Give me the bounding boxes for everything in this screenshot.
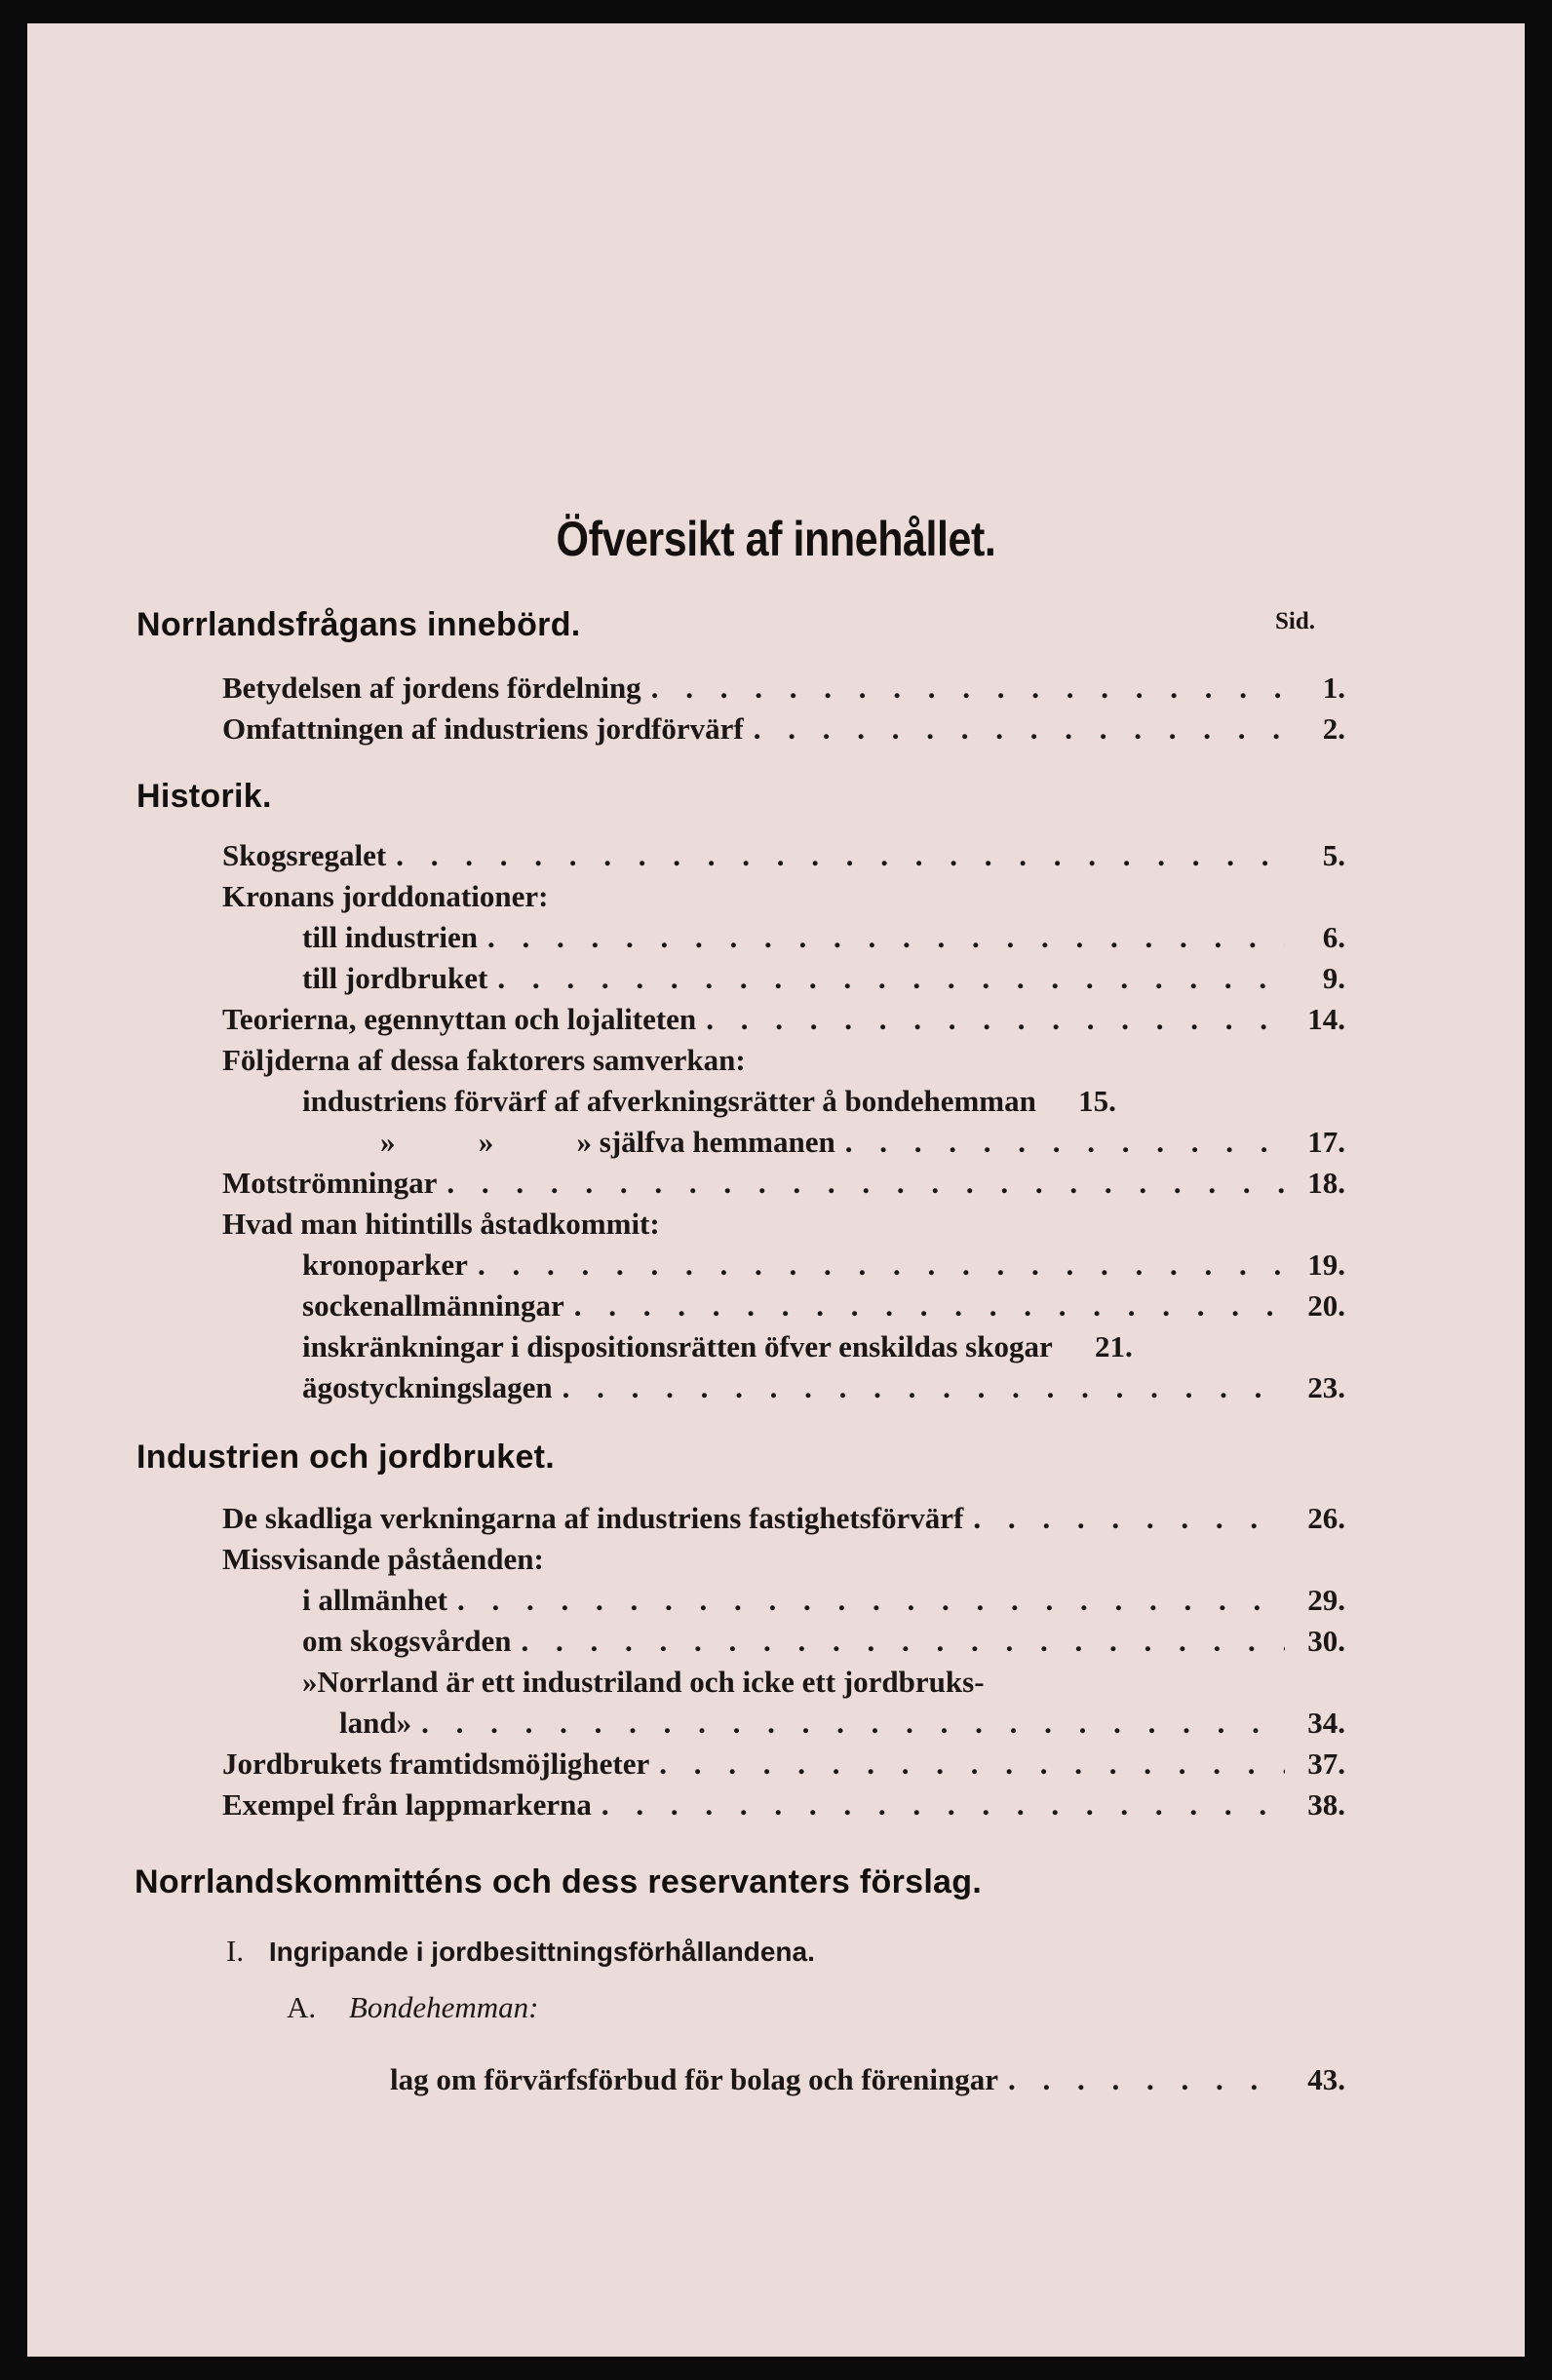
section-heading: Norrlandskommitténs och dess reservanters förslag. bbox=[135, 1863, 983, 1900]
page-number: 29. bbox=[1307, 1583, 1345, 1617]
page-number: 6. bbox=[1322, 920, 1345, 954]
page-number: 9. bbox=[1322, 961, 1345, 995]
page-number: 34. bbox=[1307, 1706, 1345, 1740]
page-number: 17. bbox=[1307, 1125, 1345, 1159]
toc-entry: » » » själfva hemmanen . . . 17. bbox=[302, 1125, 1345, 1164]
page-number: 30. bbox=[1307, 1624, 1345, 1658]
page-column-header: Sid. bbox=[1275, 608, 1316, 634]
toc-entry: till jordbruket . . . 9. bbox=[302, 961, 1345, 1000]
page-number: 1. bbox=[1322, 671, 1345, 705]
toc-entry: De skadliga verkningarna af industriens fastighetsförvärf . . . 26. bbox=[222, 1501, 1345, 1540]
toc-entry: Exempel från lappmarkerna . . . 38. bbox=[222, 1787, 1345, 1826]
toc-numbered-heading: I. Ingripande i jordbesittningsförhållandena. bbox=[226, 1934, 815, 1968]
toc-subheading: Kronans jorddonationer: bbox=[222, 879, 549, 913]
page-number: 43. bbox=[1307, 2062, 1345, 2096]
toc-entry: land» . . . 34. bbox=[339, 1706, 1345, 1745]
toc-subheading: Missvisande påståenden: bbox=[222, 1542, 544, 1576]
page-title: Öfversikt af innehållet. bbox=[556, 512, 996, 566]
toc-entry: ägostyckningslagen . . . 23. bbox=[302, 1370, 1345, 1409]
page-number: 14. bbox=[1307, 1002, 1345, 1036]
toc-subheading: A. Bondehemman: bbox=[287, 1990, 539, 2024]
toc-entry: Skogsregalet . . . 5. bbox=[222, 838, 1345, 877]
toc-entry: Omfattningen af industriens jordförvärf . . . 2. bbox=[222, 711, 1345, 750]
toc-entry: om skogsvården . . . 30. bbox=[302, 1624, 1345, 1663]
toc-entry: sockenallmänningar . . . 20. bbox=[302, 1288, 1345, 1327]
page-number: 20. bbox=[1307, 1288, 1345, 1323]
page-number: 19. bbox=[1307, 1248, 1345, 1282]
page-number: 26. bbox=[1307, 1501, 1345, 1535]
page-number: 5. bbox=[1322, 838, 1345, 872]
toc-subheading: Hvad man hitintills åstadkommit: bbox=[222, 1207, 660, 1241]
toc-entry: i allmänhet . . . 29. bbox=[302, 1583, 1345, 1622]
section-heading: Industrien och jordbruket. bbox=[136, 1439, 556, 1476]
toc-entry: Jordbrukets framtidsmöjligheter . . . 37. bbox=[222, 1747, 1345, 1785]
page-number: 37. bbox=[1307, 1747, 1345, 1781]
toc-entry: Teorierna, egennyttan och lojaliteten . . . 14. bbox=[222, 1002, 1345, 1041]
toc-entry: lag om förvärfsförbud för bolag och föreningar . . . 43. bbox=[390, 2062, 1345, 2101]
section-heading: Norrlandsfrågans innebörd. bbox=[136, 606, 581, 643]
toc-entry: inskränkningar i dispositionsrätten öfver enskildas skogar 21. bbox=[302, 1329, 1133, 1363]
page-number: 23. bbox=[1307, 1370, 1345, 1404]
toc-entry-line: »Norrland är ett industriland och icke ett jordbruks- bbox=[302, 1665, 985, 1699]
document-page bbox=[27, 23, 1525, 2357]
page-number: 2. bbox=[1322, 711, 1345, 746]
page-number: 18. bbox=[1307, 1166, 1345, 1200]
page-number: 21. bbox=[1094, 1329, 1133, 1363]
section-heading: Historik. bbox=[136, 778, 272, 815]
toc-entry: kronoparker . . . 19. bbox=[302, 1248, 1345, 1286]
roman-numeral: I. bbox=[226, 1934, 245, 1968]
page-number: 38. bbox=[1307, 1787, 1345, 1822]
toc-subheading: Följderna af dessa faktorers samverkan: bbox=[222, 1043, 746, 1077]
toc-entry: industriens förvärf af afverkningsrätter å bondehemman 15. bbox=[302, 1084, 1116, 1118]
toc-entry: Betydelsen af jordens fördelning . . . 1. bbox=[222, 671, 1345, 710]
toc-entry: till industrien . . . 6. bbox=[302, 920, 1345, 959]
page-number: 15. bbox=[1078, 1084, 1116, 1118]
toc-entry: Motströmningar . . . 18. bbox=[222, 1166, 1345, 1205]
